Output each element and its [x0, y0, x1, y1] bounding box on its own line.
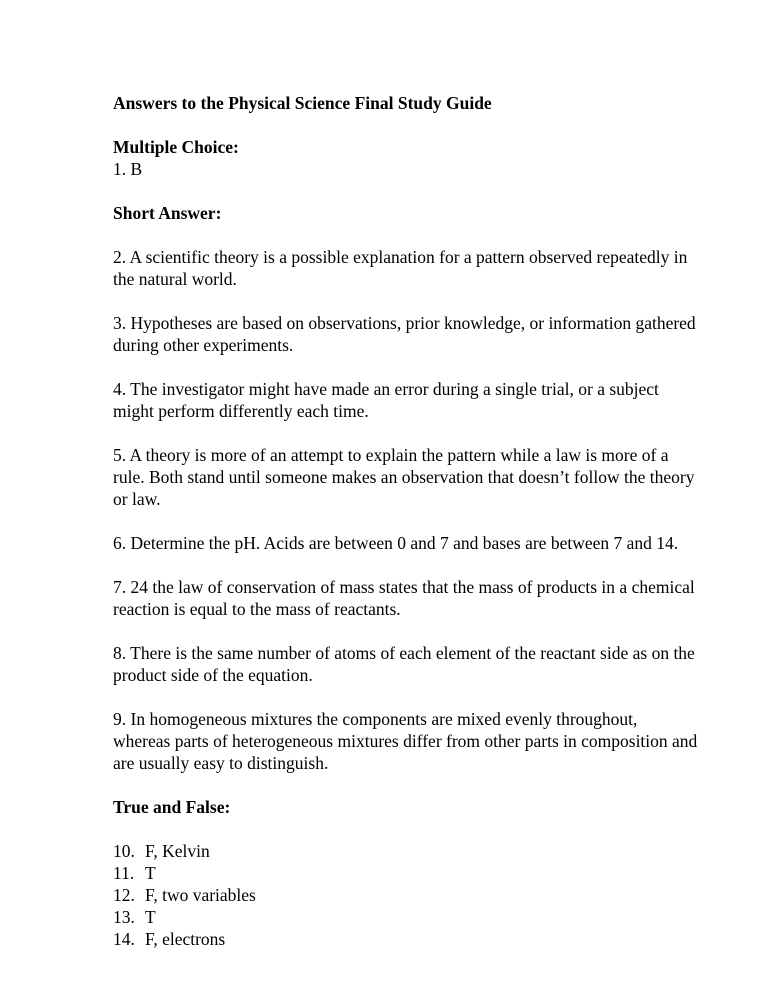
multiple-choice-answer: 1. B — [113, 159, 143, 179]
short-answer-heading: Short Answer: — [113, 203, 222, 223]
short-answer-2: 2. A scientific theory is a possible explanation for a pattern observed repeatedly in the natural world. — [113, 247, 688, 289]
true-false-item — [113, 906, 698, 928]
item-number: 12. — [113, 885, 135, 905]
short-answer-9: 9. In homogeneous mixtures the components are mixed evenly throughout, whereas parts of heterogeneous mixtures differ from other parts in composition and are usually easy to distinguish. — [113, 709, 698, 773]
true-false-list — [113, 840, 698, 950]
short-answer-5: 5. A theory is more of an attempt to explain the pattern while a law is more of a rule. Both stand until someone makes an observation that doesn’t follow the theory or law. — [113, 445, 695, 509]
item-number: 10. — [113, 841, 135, 861]
true-false-item — [113, 840, 698, 862]
short-answer-6: 6. Determine the pH. Acids are between 0 and 7 and bases are between 7 and 14. — [113, 533, 679, 553]
true-false-item — [113, 928, 698, 950]
true-false-heading: True and False: — [113, 797, 231, 817]
short-answer-4: 4. The investigator might have made an error during a single trial, or a subject might perform differently each time. — [113, 379, 659, 421]
short-answer-3: 3. Hypotheses are based on observations, prior knowledge, or information gathered during other experiments. — [113, 313, 696, 355]
item-answer: T — [145, 863, 156, 883]
document-title: Answers to the Physical Science Final Study Guide — [113, 93, 492, 113]
item-number: 11. — [113, 863, 135, 883]
multiple-choice-heading: Multiple Choice: — [113, 137, 239, 157]
item-answer: F, two variables — [145, 885, 256, 905]
item-answer: T — [145, 907, 156, 927]
short-answer-8: 8. There is the same number of atoms of each element of the reactant side as on the product side of the equation. — [113, 643, 695, 685]
item-answer: F, Kelvin — [145, 841, 210, 861]
item-number: 14. — [113, 929, 135, 949]
short-answer-list — [113, 246, 698, 774]
short-answer-7: 7. 24 the law of conservation of mass states that the mass of products in a chemical reaction is equal to the mass of reactants. — [113, 577, 695, 619]
item-answer: F, electrons — [145, 929, 226, 949]
true-false-item — [113, 884, 698, 906]
true-false-item — [113, 862, 698, 884]
item-number: 13. — [113, 907, 135, 927]
